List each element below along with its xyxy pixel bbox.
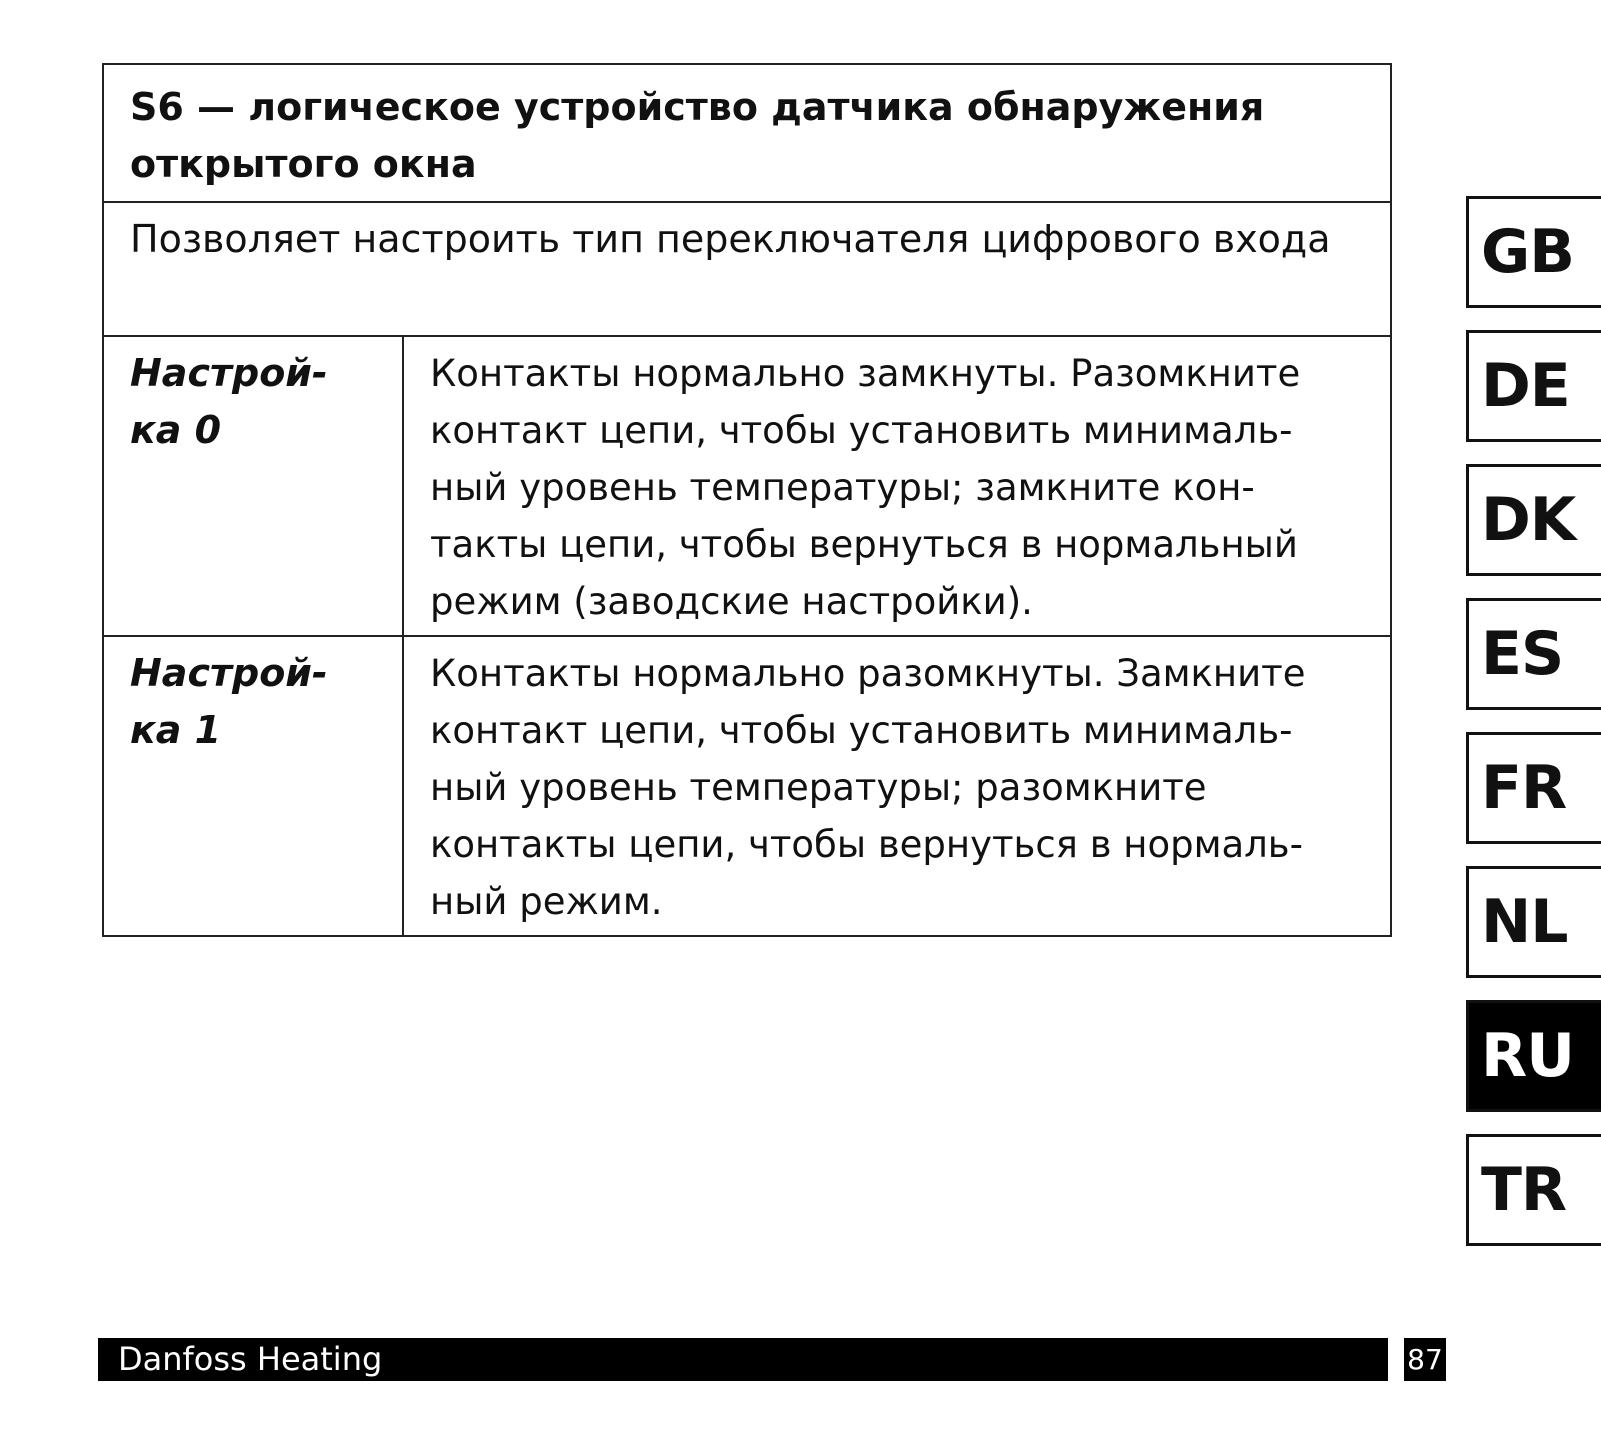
setting-text-1: Контакты нормально разомкнуты. Замкните контакт цепи, чтобы установить минималь- ный уровень температуры; разомкните контакты цепи, чтобы вернуться в нормаль- ный режим. [403,636,1391,936]
title-row [103,64,1391,202]
lang-tab-es[interactable]: ES [1466,598,1601,710]
lang-tab-de[interactable]: DE [1466,330,1601,442]
section-description: Позволяет настроить тип переключателя цифрового входа [103,202,1391,336]
description-row [103,202,1391,336]
footer-brand: Danfoss Heating [118,1340,383,1378]
setting-row-1 [103,636,1391,936]
setting-label-0: Настрой- ка 0 [103,336,403,636]
settings-table [102,63,1392,937]
page-number: 87 [1404,1338,1446,1381]
setting-label-1: Настрой- ка 1 [103,636,403,936]
lang-tab-dk[interactable]: DK [1466,464,1601,576]
lang-tab-nl[interactable]: NL [1466,866,1601,978]
lang-tab-ru[interactable]: RU [1466,1000,1601,1112]
footer-bar [98,1338,1388,1381]
lang-tab-tr[interactable]: TR [1466,1134,1601,1246]
lang-tab-gb[interactable]: GB [1466,196,1601,308]
lang-tab-fr[interactable]: FR [1466,732,1601,844]
setting-text-0: Контакты нормально замкнуты. Разомкните контакт цепи, чтобы установить минималь- ный уровень температуры; замкните кон- такты цепи, чтобы вернуться в нормальный режим (заводские настройки). [403,336,1391,636]
setting-row-0 [103,336,1391,636]
section-title: S6 — логическое устройство датчика обнаружения открытого окна [103,64,1391,202]
